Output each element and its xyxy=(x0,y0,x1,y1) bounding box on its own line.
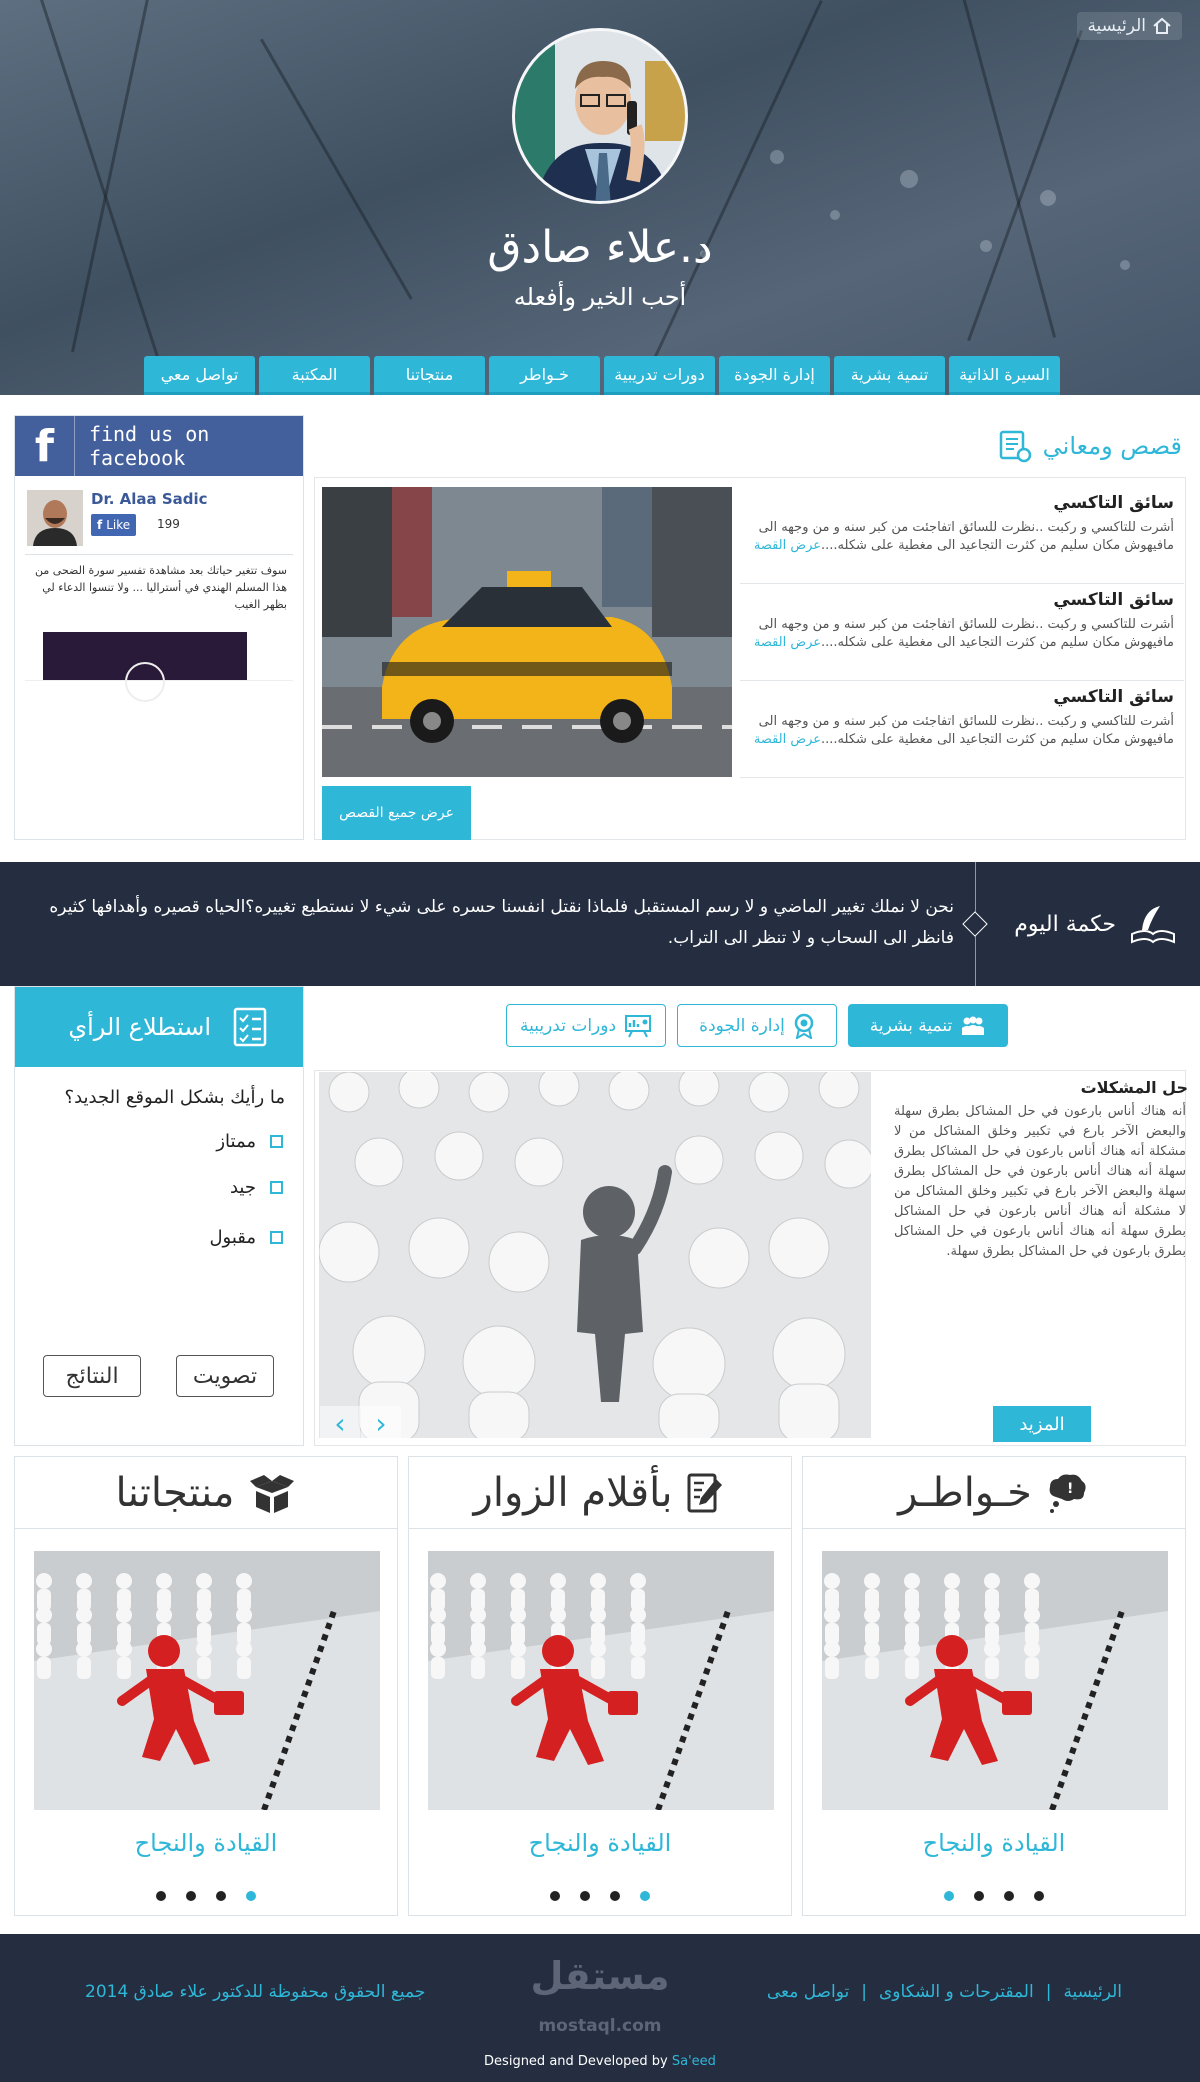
facebook-page-avatar xyxy=(27,490,83,546)
mostaql-logo-url: mostaql.com xyxy=(538,2016,662,2036)
card-products xyxy=(14,1456,398,1916)
story-image-taxi xyxy=(322,487,732,777)
carousel-dot[interactable] xyxy=(1034,1891,1044,1901)
presentation-board-icon xyxy=(624,1014,652,1038)
tab-label: تنمية بشرية xyxy=(869,1015,953,1036)
card-header xyxy=(15,1457,397,1529)
story-read-more-link[interactable]: عرض القصة xyxy=(753,635,822,650)
home-icon xyxy=(1152,16,1172,36)
avatar xyxy=(512,28,688,204)
carousel-dot[interactable] xyxy=(186,1891,196,1901)
nav-item-cv[interactable]: السيرة الذاتية xyxy=(949,356,1060,395)
box-icon xyxy=(248,1471,296,1515)
results-button[interactable]: النتائج xyxy=(43,1355,141,1397)
poll-option[interactable] xyxy=(216,1131,283,1152)
story-excerpt: أشرت للتاكسي و ركبت ..نظرت للسائق اتفاجئت من كبر سنه و من وجهه الى مافيهوش مكان سليم من كثرت التجاعيد الى مغطية على شكله.... xyxy=(758,714,1174,747)
footer-link-suggestions[interactable]: المقترحات و الشكاوى xyxy=(879,1982,1034,2002)
carousel-dot[interactable] xyxy=(580,1891,590,1901)
story-book-icon xyxy=(997,428,1033,464)
facebook-icon: f xyxy=(15,416,75,476)
poll-option[interactable] xyxy=(209,1227,283,1248)
card-visitors-pens xyxy=(408,1456,792,1916)
poll-option-checkbox[interactable] xyxy=(270,1231,283,1244)
thought-bubble-icon xyxy=(1046,1471,1090,1515)
facebook-widget xyxy=(14,415,304,840)
carousel-dot[interactable] xyxy=(1004,1891,1014,1901)
wisdom-title: حكمة اليوم xyxy=(1014,911,1116,937)
facebook-like-button[interactable] xyxy=(91,514,136,536)
facebook-like-label: Like xyxy=(106,518,131,532)
nav-item-quality-management[interactable]: إدارة الجودة xyxy=(719,356,830,395)
slider-prev-arrow[interactable]: ‹ xyxy=(320,1406,360,1440)
tab-label: دورات تدريبية xyxy=(519,1015,617,1036)
poll-widget xyxy=(14,986,304,1446)
card-thoughts xyxy=(802,1456,1186,1916)
story-title: سائق التاكسي xyxy=(1053,493,1174,513)
carousel-dot[interactable] xyxy=(640,1891,650,1901)
story-excerpt: أشرت للتاكسي و ركبت ..نظرت للسائق اتفاجئت من كبر سنه و من وجهه الى مافيهوش مكان سليم من كثرت التجاعيد الى مغطية على شكله.... xyxy=(758,617,1174,650)
facebook-post-video[interactable] xyxy=(43,632,247,680)
footer-link-contact[interactable]: تواصل معى xyxy=(766,1982,850,2002)
nav-item-training-courses[interactable]: دورات تدريبية xyxy=(604,356,715,395)
carousel-dot[interactable] xyxy=(216,1891,226,1901)
footer-separator: | xyxy=(1045,1982,1052,2002)
facebook-header[interactable] xyxy=(15,416,303,476)
story-item[interactable] xyxy=(740,487,1184,584)
footer-credit xyxy=(0,2054,1200,2069)
site-owner-name: د.علاء صادق xyxy=(487,222,713,273)
card-caption[interactable]: القيادة والنجاح xyxy=(528,1829,672,1857)
mostaql-logo: مستقل xyxy=(530,1954,670,1998)
wisdom-title-wrap xyxy=(1014,904,1180,944)
nav-item-products[interactable]: منتجاتنا xyxy=(374,356,485,395)
tab-human-development[interactable] xyxy=(848,1004,1008,1047)
people-icon xyxy=(960,1015,986,1037)
quill-book-icon xyxy=(1126,904,1180,944)
card-title: منتجاتنا xyxy=(115,1469,235,1516)
poll-option-label: ممتاز xyxy=(216,1131,256,1152)
award-ribbon-icon xyxy=(793,1013,815,1039)
card-carousel-dots xyxy=(15,1891,397,1901)
stories-section-title xyxy=(997,428,1182,464)
tab-training-courses[interactable] xyxy=(506,1004,666,1047)
story-excerpt: أشرت للتاكسي و ركبت ..نظرت للسائق اتفاجئت من كبر سنه و من وجهه الى مافيهوش مكان سليم من كثرت التجاعيد الى مغطية على شكله.... xyxy=(758,520,1174,553)
card-carousel-dots xyxy=(409,1891,791,1901)
wisdom-text: نحن لا نملك تغيير الماضي و لا رسم المستقبل فلماذا نقتل انفسنا حسره على شيء لا نستطيع تغييره؟الحياه قصيره وأهدافها كثيره فانظر الى السحاب و لا تنظر الى التراب. xyxy=(49,897,954,948)
facebook-like-count: 199 xyxy=(157,517,180,531)
card-header xyxy=(409,1457,791,1529)
footer-link-home[interactable]: الرئيسية xyxy=(1063,1982,1122,2002)
carousel-dot[interactable] xyxy=(974,1891,984,1901)
story-title: سائق التاكسي xyxy=(1053,590,1174,610)
card-image-leadership xyxy=(822,1551,1168,1810)
facebook-header-text: find us on facebook xyxy=(88,422,210,470)
header-banner xyxy=(0,0,1200,395)
footer xyxy=(0,1934,1200,2082)
all-stories-button[interactable]: عرض جميع القصص xyxy=(322,786,471,840)
story-item[interactable] xyxy=(740,681,1184,778)
nav-item-human-development[interactable]: تنمية بشرية xyxy=(834,356,945,395)
story-read-more-link[interactable]: عرض القصة xyxy=(753,732,822,747)
poll-header xyxy=(15,987,303,1067)
footer-copyright: جميع الحقوق محفوظة للدكتور علاء صادق 2014 xyxy=(85,1982,426,2002)
carousel-dot[interactable] xyxy=(610,1891,620,1901)
card-title: بأقلام الزوار xyxy=(473,1469,673,1516)
card-image-leadership xyxy=(34,1551,380,1810)
facebook-page-name[interactable]: Dr. Alaa Sadic xyxy=(91,490,208,508)
checklist-icon xyxy=(233,1007,267,1047)
carousel-dot[interactable] xyxy=(156,1891,166,1901)
footer-separator: | xyxy=(861,1982,867,2002)
footer-credit-name[interactable]: Sa'eed xyxy=(671,2054,716,2069)
poll-option-checkbox[interactable] xyxy=(270,1135,283,1148)
tab-article-title: حل المشكلات xyxy=(1080,1078,1188,1097)
story-title: سائق التاكسي xyxy=(1053,687,1174,707)
poll-option-checkbox[interactable] xyxy=(270,1181,283,1194)
card-caption[interactable]: القيادة والنجاح xyxy=(922,1829,1066,1857)
card-header xyxy=(803,1457,1185,1529)
nav-item-library[interactable]: المكتبة xyxy=(259,356,370,395)
vote-button[interactable]: تصويت xyxy=(176,1355,274,1397)
carousel-dot[interactable] xyxy=(246,1891,256,1901)
nav-item-contact[interactable]: تواصل معي xyxy=(144,356,255,395)
poll-option-label: جيد xyxy=(229,1177,256,1198)
facebook-like-icon: f xyxy=(97,518,103,532)
nav-item-thoughts[interactable]: خـواطر xyxy=(489,356,600,395)
poll-option[interactable] xyxy=(230,1177,283,1198)
tab-article-body: أنه هناك أناس بارعون في حل المشاكل بطرق سهلة والبعض الآخر بارع في تكبير وخلق المشاكل من لا مشكلة أنه هناك أناس بارعون في حل المشاكل بطرق سهلة أنه هناك أناس بارعون في حل المشاكل بطرق سهلة والبعض الآخر بارع في تكبير وخلق المشاكل من لا مشكلة أنه هناك أناس بارعون في حل المشاكل بطرق سهلة أنه هناك أناس بارعون في حل المشاكل بطرق بارعون في حل المشاكل بطرق سهلة. xyxy=(894,1104,1186,1259)
card-image-leadership xyxy=(428,1551,774,1810)
poll-option-label: مقبول xyxy=(209,1227,256,1248)
carousel-dot[interactable] xyxy=(550,1891,560,1901)
tab-more-button[interactable]: المزيد xyxy=(993,1406,1091,1442)
card-title: خـواطـر xyxy=(898,1469,1032,1516)
stories-title: قصص ومعاني xyxy=(1042,432,1182,460)
main-nav xyxy=(142,356,1060,395)
poll-question: ما رأيك بشكل الموقع الجديد؟ xyxy=(64,1087,285,1108)
card-carousel-dots xyxy=(803,1891,1185,1901)
pen-document-icon xyxy=(686,1471,726,1515)
footer-credit-prefix: Designed and Developed by xyxy=(484,2054,668,2069)
carousel-dot[interactable] xyxy=(944,1891,954,1901)
wisdom-divider-diamond xyxy=(962,911,987,936)
tagline: أحب الخير وأفعله xyxy=(513,283,687,311)
poll-title: استطلاع الرأي xyxy=(68,1013,211,1041)
svg-text:!: ! xyxy=(1066,1480,1074,1497)
home-link[interactable] xyxy=(1077,12,1182,40)
facebook-post-text: سوف تتغير حياتك بعد مشاهدة تفسير سورة الضحى من هذا المسلم الهندي في أستراليا ... ولا تنسوا الدعاء لي بظهر الغيب xyxy=(35,564,287,611)
wisdom-of-the-day xyxy=(0,862,1200,986)
home-label: الرئيسية xyxy=(1087,16,1146,36)
tab-label: إدارة الجودة xyxy=(699,1015,785,1036)
tab-article-image-crowd xyxy=(319,1072,871,1438)
story-item[interactable] xyxy=(740,584,1184,681)
footer-links xyxy=(767,1982,1122,2002)
tab-quality-management[interactable] xyxy=(677,1004,837,1047)
slider-next-arrow[interactable]: › xyxy=(361,1406,401,1440)
card-caption[interactable]: القيادة والنجاح xyxy=(134,1829,278,1857)
story-read-more-link[interactable]: عرض القصة xyxy=(753,538,822,553)
